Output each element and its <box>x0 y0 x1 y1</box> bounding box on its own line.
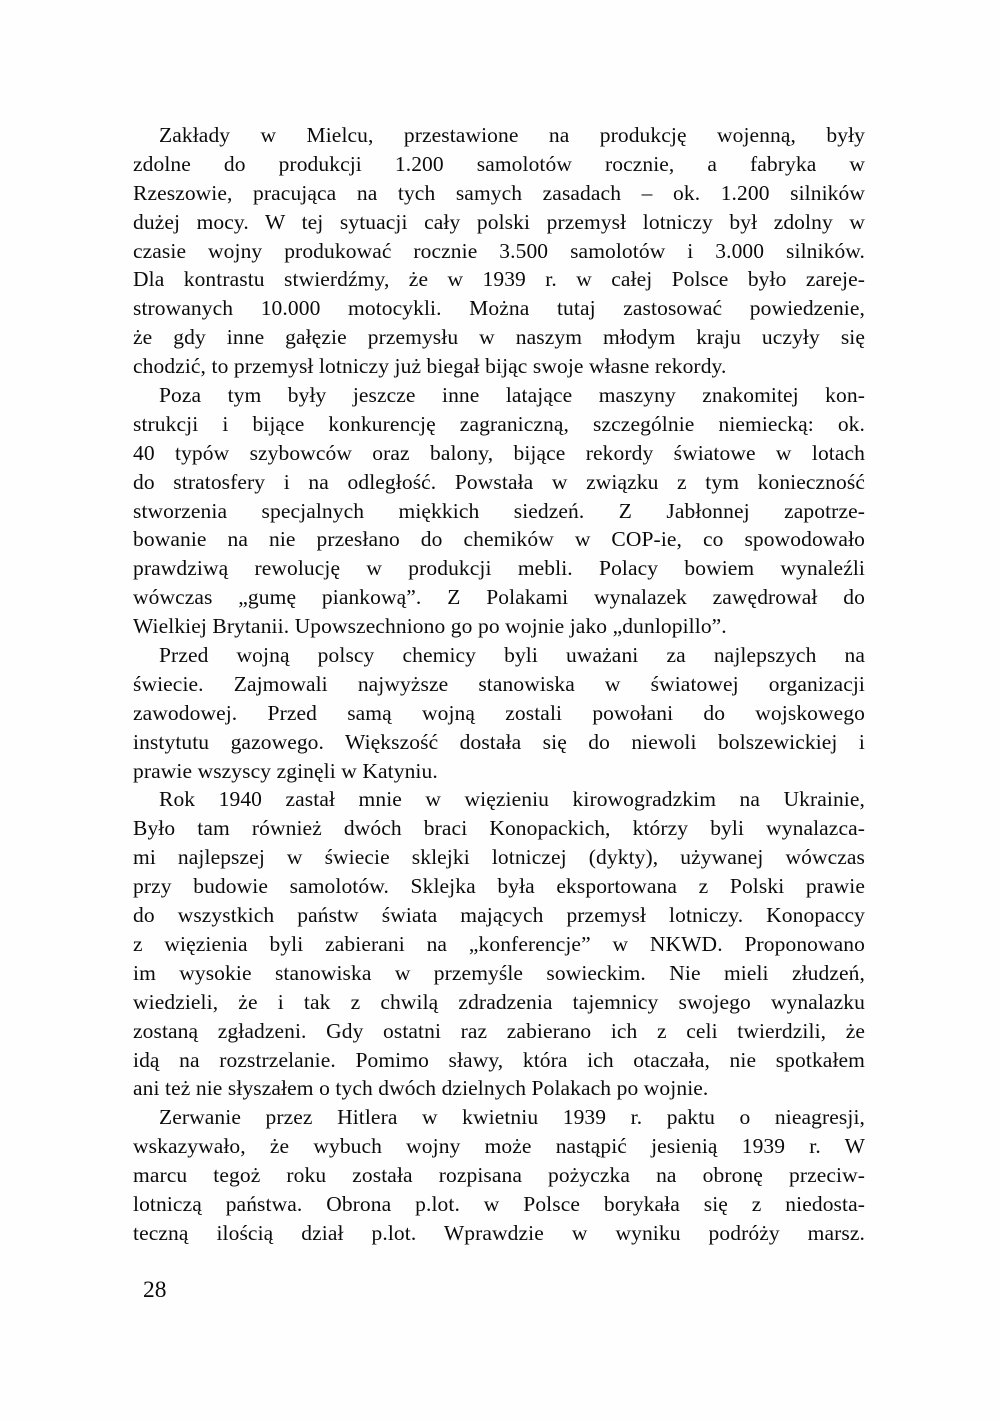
text-line: że gdy inne gałęzie przemysłu w naszym młodym kraju uczyły się <box>133 325 865 350</box>
text-line: świecie. Zajmowali najwyższe stanowiska w światowej organizacji <box>133 671 865 696</box>
text-line: Zakłady w Mielcu, przestawione na produkcję wojenną, były <box>159 123 865 147</box>
text-line: strowanych 10.000 motocykli. Można tutaj zastosować powiedzenie, <box>133 296 865 321</box>
paragraph <box>133 381 865 641</box>
text-line: marcu tegoż roku została rozpisana pożyczka na obronę przeciw- <box>133 1163 865 1188</box>
text-line: wiedzieli, że i tak z chwilą zdradzenia tajemnicy swojego wynalazku <box>133 989 865 1014</box>
text-line: Przed wojną polscy chemicy byli uważani za najlepszych na <box>159 643 865 668</box>
text-line: Rok 1940 zastał mnie w więzieniu kirowogradzkim na Ukrainie, <box>159 787 865 812</box>
text-line: im wysokie stanowiska w przemyśle sowieckim. Nie mieli złudzeń, <box>133 960 865 985</box>
text-line: strukcji i bijące konkurencję zagraniczną, szczególnie niemiecką: ok. <box>133 411 865 436</box>
paragraph <box>133 121 865 381</box>
text-line: do stratosfery i na odległość. Powstała w związku z tym konieczność <box>133 469 865 494</box>
text-line: chodzić, to przemysł lotniczy już biegał bijąc swoje własne rekordy. <box>133 354 727 379</box>
text-line: zawodowej. Przed samą wojną zostali powołani do wojskowego <box>133 700 865 725</box>
text-line: mi najlepszej w świecie sklejki lotniczej (dykty), używanej wówczas <box>133 845 865 870</box>
text-line: 40 typów szybowców oraz balony, bijące rekordy światowe w lotach <box>133 440 865 465</box>
text-line: ani też nie słyszałem o tych dwóch dzielnych Polakach po wojnie. <box>133 1076 709 1101</box>
text-line: z więzienia byli zabierani na „konferencje” w NKWD. Proponowano <box>133 931 865 956</box>
text-line: wówczas „gumę piankową”. Z Polakami wynalazek zawędrował do <box>133 585 865 610</box>
page-text <box>133 121 865 1248</box>
text-line: zdolne do produkcji 1.200 samolotów rocznie, a fabryka w <box>133 151 865 176</box>
text-line: stworzenia specjalnych miękkich siedzeń. Z Jabłonnej zapotrze- <box>133 498 865 523</box>
text-line: do wszystkich państw świata mających przemysł lotniczy. Konopaccy <box>133 903 865 928</box>
text-line: bowanie na nie przesłano do chemików w COP-ie, co spowodowało <box>133 527 865 552</box>
text-line: Wielkiej Brytanii. Upowszechniono go po wojnie jako „dunlopillo”. <box>133 614 727 639</box>
paragraph <box>133 641 865 785</box>
text-line: lotniczą państwa. Obrona p.lot. w Polsce borykała się z niedosta- <box>133 1191 865 1216</box>
text-line: zostaną zgładzeni. Gdy ostatni raz zabierano ich z celi twierdzili, że <box>133 1018 865 1043</box>
text-line: instytutu gazowego. Większość dostała się do niewoli bolszewickiej i <box>133 729 865 754</box>
text-line: prawdziwą rewolucję w produkcji mebli. Polacy bowiem wynaleźli <box>133 556 865 581</box>
text-line: przy budowie samolotów. Sklejka była eksportowana z Polski prawie <box>133 874 865 899</box>
text-line: Rzeszowie, pracująca na tych samych zasadach – ok. 1.200 silników <box>133 180 865 205</box>
text-line: idą na rozstrzelanie. Pomimo sławy, która ich otaczała, nie spotkałem <box>133 1047 865 1072</box>
text-line: dużej mocy. W tej sytuacji cały polski przemysł lotniczy był zdolny w <box>133 209 865 234</box>
page-number: 28 <box>143 1277 167 1303</box>
text-line: Poza tym były jeszcze inne latające maszyny znakomitej kon- <box>159 383 865 408</box>
text-line: teczną ilością dział p.lot. Wprawdzie w wyniku podróży marsz. <box>133 1220 865 1245</box>
paragraph <box>133 785 865 1103</box>
paragraph <box>133 1103 865 1247</box>
text-line: wskazywało, że wybuch wojny może nastąpić jesienią 1939 r. W <box>133 1134 865 1159</box>
text-line: prawie wszyscy zginęli w Katyniu. <box>133 758 438 783</box>
text-line: Było tam również dwóch braci Konopackich, którzy byli wynalazca- <box>133 816 865 841</box>
text-line: Dla kontrastu stwierdźmy, że w 1939 r. w całej Polsce było zareje- <box>133 267 865 292</box>
text-line: Zerwanie przez Hitlera w kwietniu 1939 r. paktu o nieagresji, <box>159 1105 865 1130</box>
text-line: czasie wojny produkować rocznie 3.500 samolotów i 3.000 silników. <box>133 238 865 263</box>
